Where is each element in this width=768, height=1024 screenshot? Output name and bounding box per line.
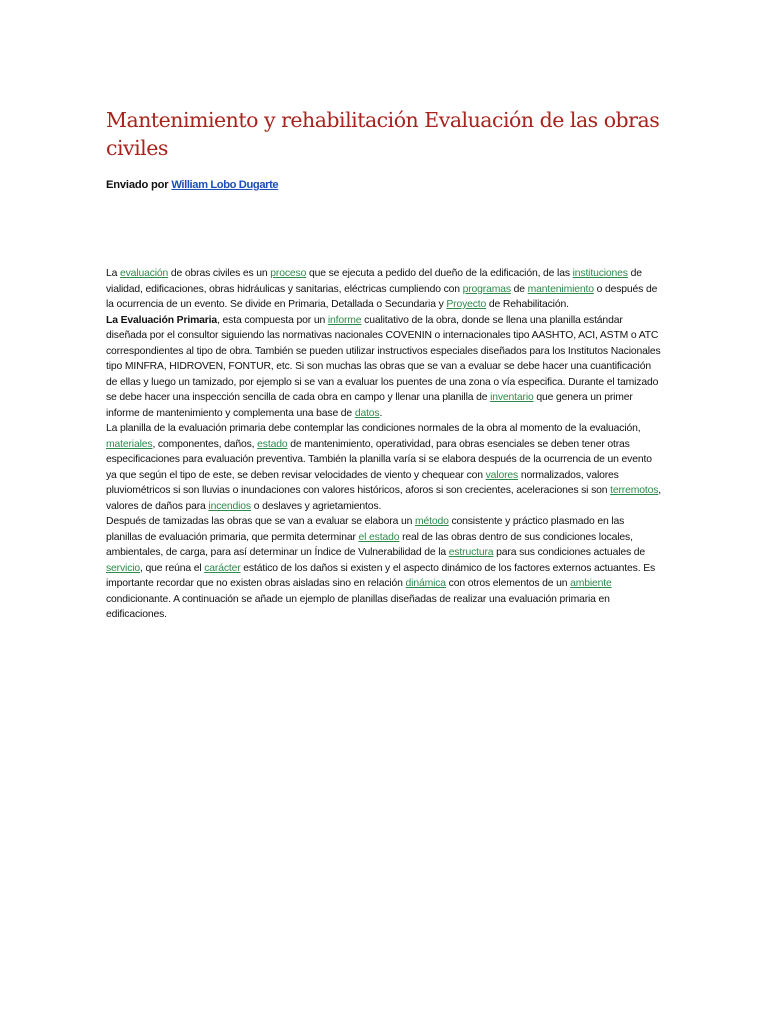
text: de obras civiles es un <box>168 268 271 279</box>
text: . <box>379 407 383 419</box>
text: de mantenimiento, operatividad, para obras esenciales se deben tener otras especificaciones para evaluación preventiva. También la planilla varía si se elabora después de la ocurrencia de un evento ya que según el tipo de este, se deben revisar velocidades de viento y chequear con <box>106 438 652 481</box>
text: condicionante. A continuación se añade un ejemplo de planillas diseñadas de realizar una evaluación primaria en edificaciones. <box>106 593 610 620</box>
text: Después de tamizadas las obras que se van a evaluar se elabora un <box>106 516 415 527</box>
paragraph-evaluacion-primaria <box>106 313 662 422</box>
link-estado[interactable]: estado <box>257 438 288 450</box>
link-el-estado[interactable]: el estado <box>358 531 400 543</box>
text: estático de los daños si existen y el aspecto dinámico de los factores externos actuantes. Es importante recordar que no existen obras aisladas sino en relación <box>106 562 656 589</box>
text: consistente y práctico plasmado en las planillas de evaluación primaria, que permita determinar <box>106 516 625 543</box>
link-inventario[interactable]: inventario <box>490 392 534 403</box>
link-ambiente[interactable]: ambiente <box>570 578 612 589</box>
link-proceso[interactable]: proceso <box>270 268 307 279</box>
text: o después de la ocurrencia de un evento. Se divide en Primaria, Detallada o Secundaria y <box>106 283 658 310</box>
byline-prefix: Enviado por <box>106 179 172 191</box>
link-caracter[interactable]: carácter <box>204 562 241 574</box>
link-instituciones[interactable]: instituciones <box>572 268 628 279</box>
link-evaluacion[interactable]: evaluación <box>120 268 169 279</box>
link-metodo[interactable]: método <box>414 516 449 527</box>
text: normalizados, valores pluviométricos si son lluvias o inundaciones con valores históricos, aforos si son crecientes, aceleraciones si son <box>106 469 619 496</box>
text: , que reúna el <box>140 562 205 574</box>
paragraph-intro <box>106 266 662 313</box>
text: real de las obras dentro de sus condiciones locales, ambientales, de carga, para así determinar un Índice de Vulnerabilidad de la <box>106 531 633 558</box>
text: de Rehabilitación. <box>486 299 569 310</box>
text: de <box>510 283 528 295</box>
link-datos[interactable]: datos <box>354 407 380 419</box>
link-estructura[interactable]: estructura <box>448 547 494 558</box>
link-proyecto[interactable]: Proyecto <box>446 299 487 310</box>
text: que se ejecuta a pedido del dueño de la edificación, de las <box>306 268 573 279</box>
bold-heading: La Evaluación Primaria <box>106 314 218 326</box>
link-dinamica[interactable]: dinámica <box>405 578 446 589</box>
text: para sus condiciones actuales de <box>493 547 646 558</box>
text: La <box>106 268 120 279</box>
text: de vialidad, edificaciones, obras hidráulicas y sanitarias, eléctricas cumpliendo con <box>106 268 642 295</box>
link-materiales[interactable]: materiales <box>106 438 153 450</box>
text: que genera un primer informe de mantenimiento y complementa una base de <box>106 392 633 419</box>
author-link[interactable]: William Lobo Dugarte <box>171 179 279 191</box>
page-title: Mantenimiento y rehabilitación Evaluación de las obras civiles <box>106 108 660 160</box>
text: cualitativo de la obra, donde se llena una planilla estándar diseñada por el consultor siguiendo las normativas nacionales COVENIN o internacionales tipo AASHTO, ACI, ASTM o ATC correspondientes al tipo de obra. También se pueden utilizar instructivos especiales diseñados para los Institutos Nacionales tipo MINFRA, HIDROVEN, FONTUR, etc. Si son muchas las obras que se van a evaluar se debe hacer una cuantificación de ellas y luego un tamizado, por ejemplo si se van a evaluar los puentes de una zona o vía especifica. Durante el tamizado se debe hacer una inspección sencilla de cada obra en campo y llenar una planilla de <box>106 314 661 403</box>
link-programas[interactable]: programas <box>462 283 511 295</box>
text: , componentes, daños, <box>152 438 258 450</box>
text: con otros elementos de un <box>445 578 571 589</box>
link-servicio[interactable]: servicio <box>106 562 141 574</box>
link-incendios[interactable]: incendios <box>208 500 251 512</box>
byline <box>106 179 278 191</box>
text: o deslaves y agrietamientos. <box>250 500 382 512</box>
text: La planilla de la evaluación primaria debe contemplar las condiciones normales de la obra al momento de la evaluación, <box>106 423 641 434</box>
link-terremotos[interactable]: terremotos <box>610 485 659 496</box>
paragraph-tamizado <box>106 514 662 623</box>
text: , esta compuesta por un <box>217 314 328 326</box>
paragraph-planilla <box>106 421 662 514</box>
article-body <box>106 266 662 623</box>
text: , valores de daños para <box>106 485 662 512</box>
link-valores[interactable]: valores <box>485 469 519 481</box>
link-mantenimiento[interactable]: mantenimiento <box>527 283 594 295</box>
link-informe[interactable]: informe <box>327 314 362 326</box>
